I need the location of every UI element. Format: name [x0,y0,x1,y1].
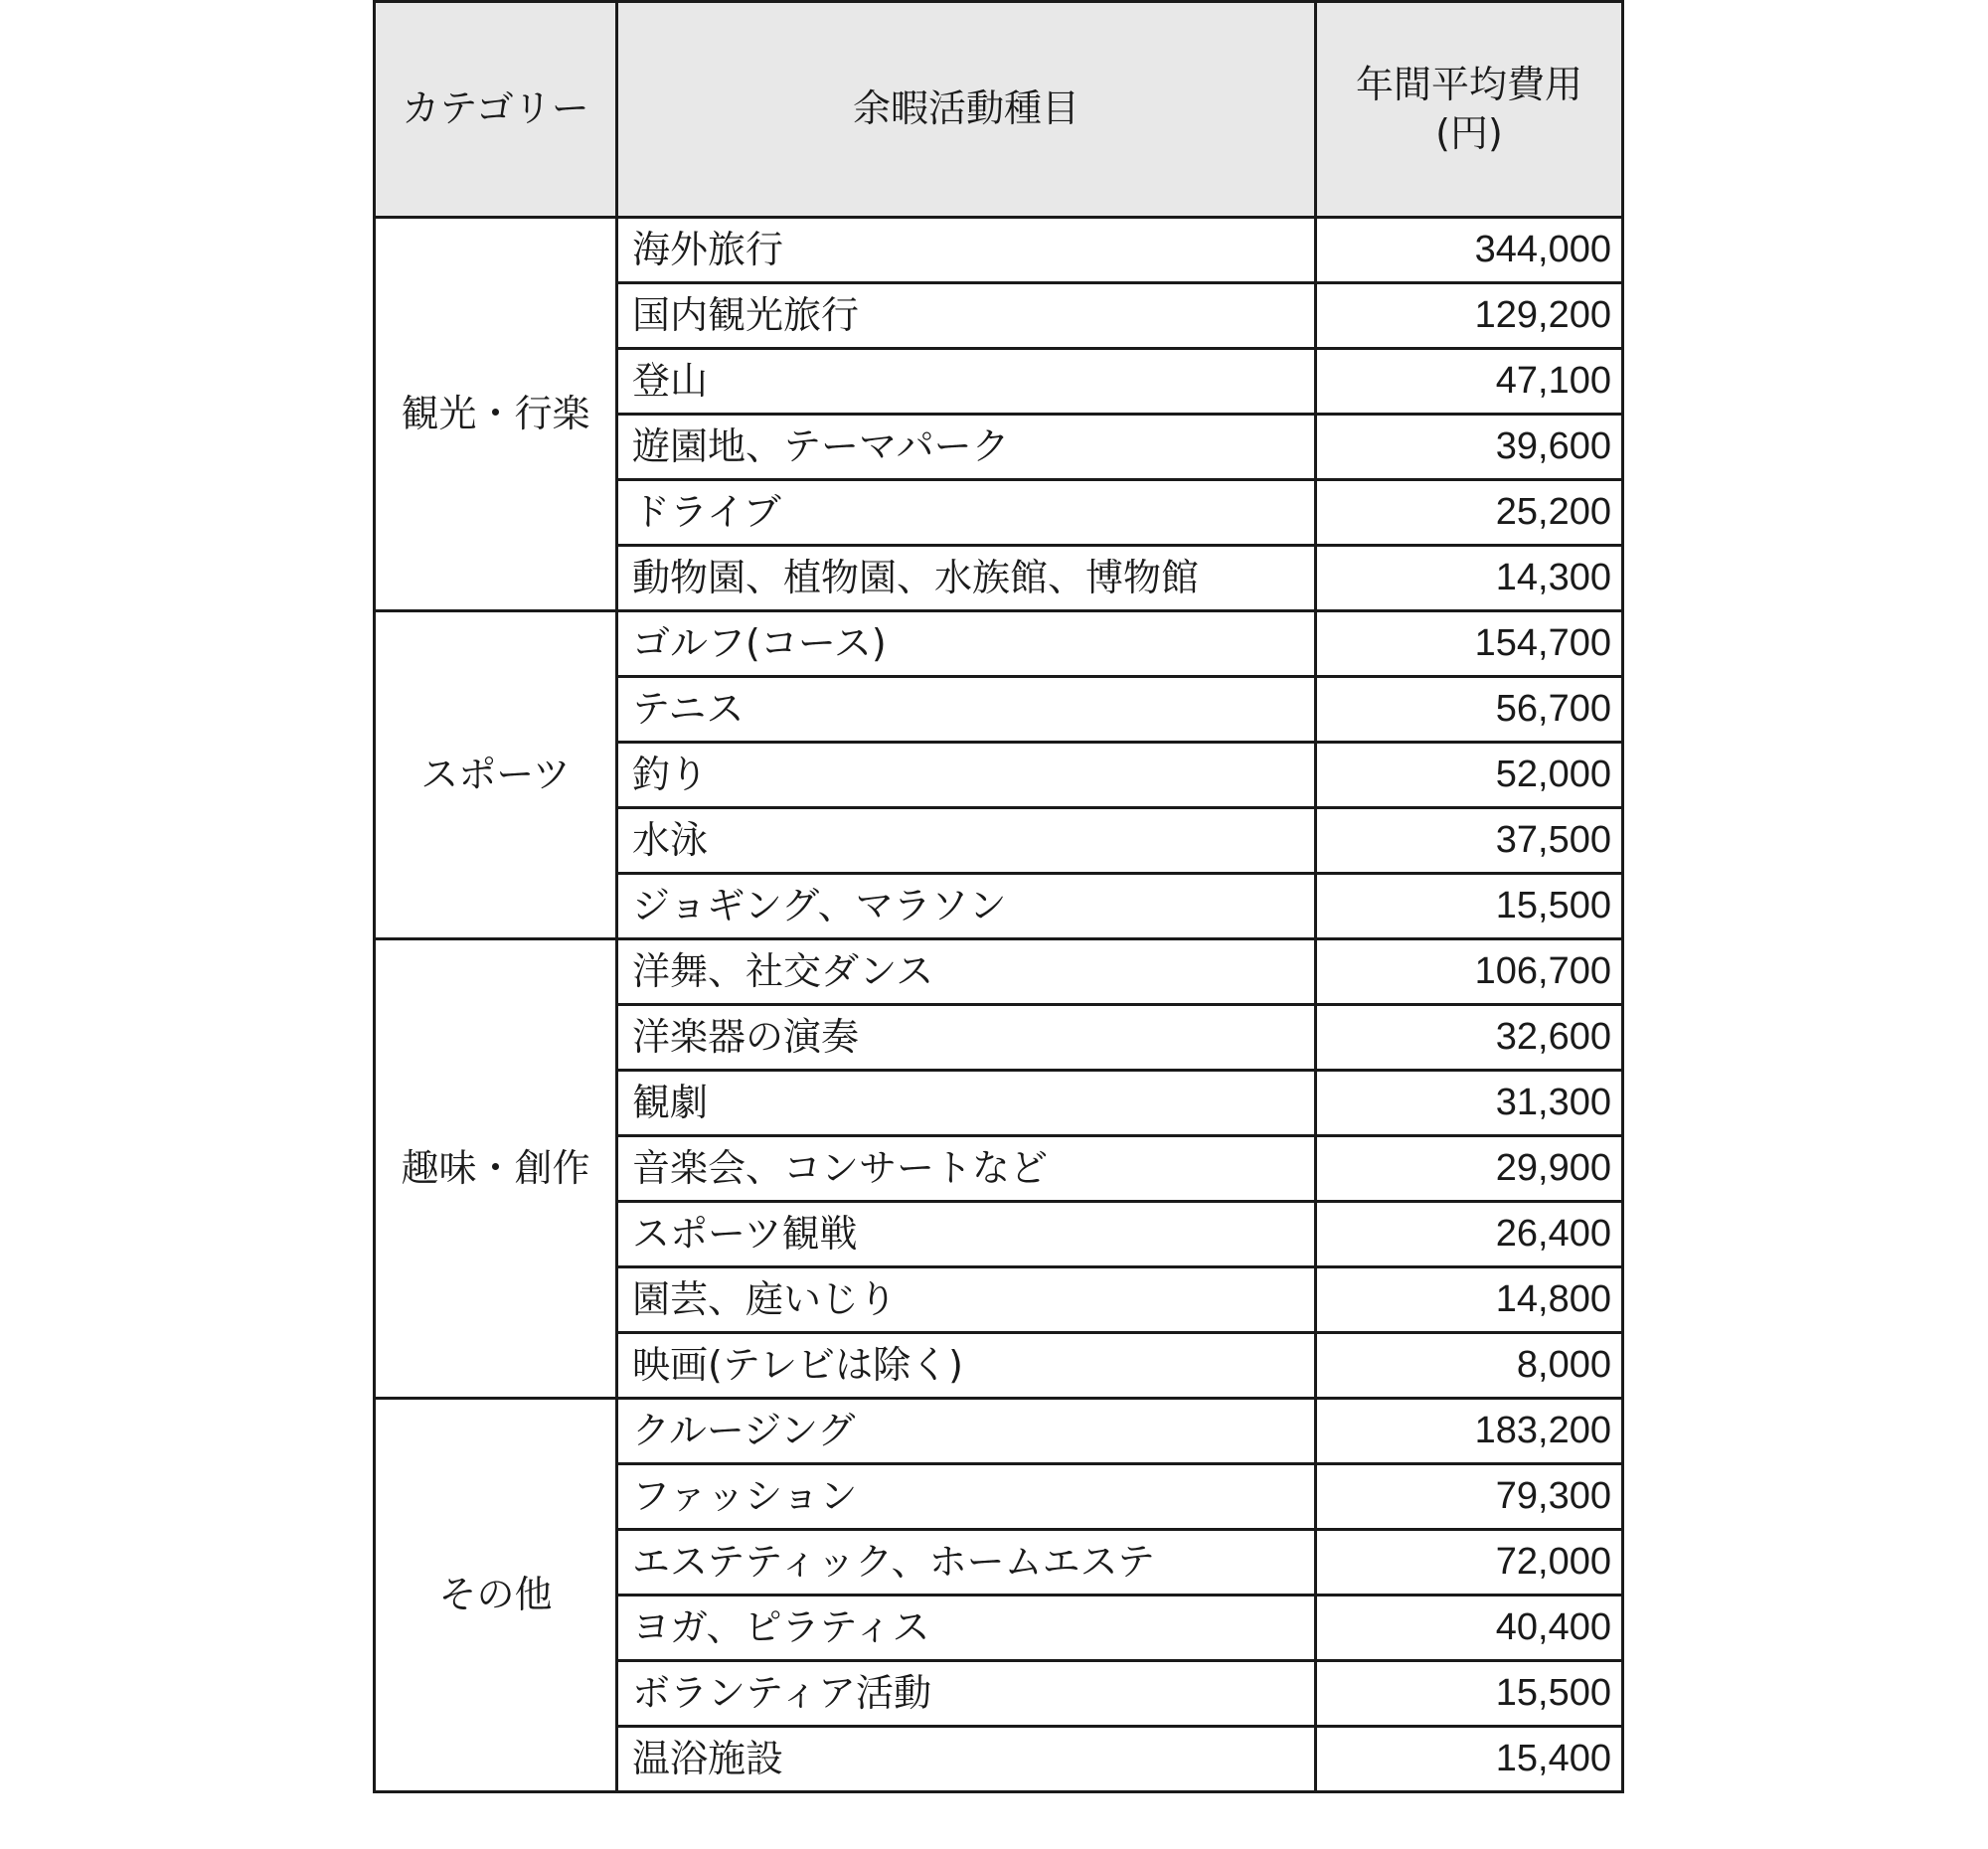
annual-cost-cell: 8,000 [1316,1333,1623,1399]
annual-cost-cell: 39,600 [1316,415,1623,480]
activity-cell: ファッション [617,1464,1316,1530]
activity-cell: 洋舞、社交ダンス [617,939,1316,1005]
activity-cell: スポーツ観戦 [617,1202,1316,1267]
annual-cost-cell: 15,500 [1316,1661,1623,1727]
activity-cell: 海外旅行 [617,218,1316,283]
activity-cell: クルージング [617,1399,1316,1464]
activity-cell: 温浴施設 [617,1727,1316,1792]
category-cell: スポーツ [375,611,617,939]
annual-cost-cell: 25,200 [1316,480,1623,546]
activity-cell: 動物園、植物園、水族館、博物館 [617,546,1316,611]
annual-cost-cell: 72,000 [1316,1530,1623,1596]
activity-cell: 国内観光旅行 [617,283,1316,349]
activity-cell: 釣り [617,743,1316,808]
table-row [375,218,1623,283]
header-annual-cost-unit: (円) [1435,111,1503,155]
header-activity: 余暇活動種目 [617,2,1316,218]
annual-cost-cell: 15,500 [1316,874,1623,939]
annual-cost-cell: 26,400 [1316,1202,1623,1267]
activity-cell: 水泳 [617,808,1316,874]
activity-cell: 観劇 [617,1071,1316,1136]
annual-cost-cell: 106,700 [1316,939,1623,1005]
table-header-row [375,2,1623,218]
activity-cell: ジョギング、マラソン [617,874,1316,939]
annual-cost-cell: 56,700 [1316,677,1623,743]
activity-cell: 洋楽器の演奏 [617,1005,1316,1071]
table-row [375,939,1623,1005]
annual-cost-cell: 32,600 [1316,1005,1623,1071]
activity-cell: ゴルフ(コース) [617,611,1316,677]
annual-cost-cell: 37,500 [1316,808,1623,874]
annual-cost-cell: 47,100 [1316,349,1623,415]
table-row [375,1399,1623,1464]
activity-cell: 園芸、庭いじり [617,1267,1316,1333]
activity-cell: 登山 [617,349,1316,415]
annual-cost-cell: 14,800 [1316,1267,1623,1333]
header-category: カテゴリー [375,2,617,218]
activity-cell: ボランティア活動 [617,1661,1316,1727]
annual-cost-cell: 154,700 [1316,611,1623,677]
annual-cost-cell: 52,000 [1316,743,1623,808]
annual-cost-cell: 31,300 [1316,1071,1623,1136]
annual-cost-cell: 14,300 [1316,546,1623,611]
activity-cell: 遊園地、テーマパーク [617,415,1316,480]
annual-cost-cell: 344,000 [1316,218,1623,283]
category-cell: その他 [375,1399,617,1792]
header-annual-cost-label: 年間平均費用 [1355,62,1582,106]
activity-cell: テニス [617,677,1316,743]
annual-cost-cell: 129,200 [1316,283,1623,349]
category-cell: 観光・行楽 [375,218,617,611]
activity-cell: ヨガ、ピラティス [617,1596,1316,1661]
annual-cost-cell: 29,900 [1316,1136,1623,1202]
activity-cell: ドライブ [617,480,1316,546]
leisure-cost-table [373,0,1624,1793]
table-body [375,218,1623,1792]
activity-cell: 映画(テレビは除く) [617,1333,1316,1399]
table-row [375,611,1623,677]
category-cell: 趣味・創作 [375,939,617,1399]
annual-cost-cell: 40,400 [1316,1596,1623,1661]
activity-cell: エステティック、ホームエステ [617,1530,1316,1596]
header-annual-cost [1316,2,1623,218]
annual-cost-cell: 79,300 [1316,1464,1623,1530]
annual-cost-cell: 183,200 [1316,1399,1623,1464]
annual-cost-cell: 15,400 [1316,1727,1623,1792]
activity-cell: 音楽会、コンサートなど [617,1136,1316,1202]
